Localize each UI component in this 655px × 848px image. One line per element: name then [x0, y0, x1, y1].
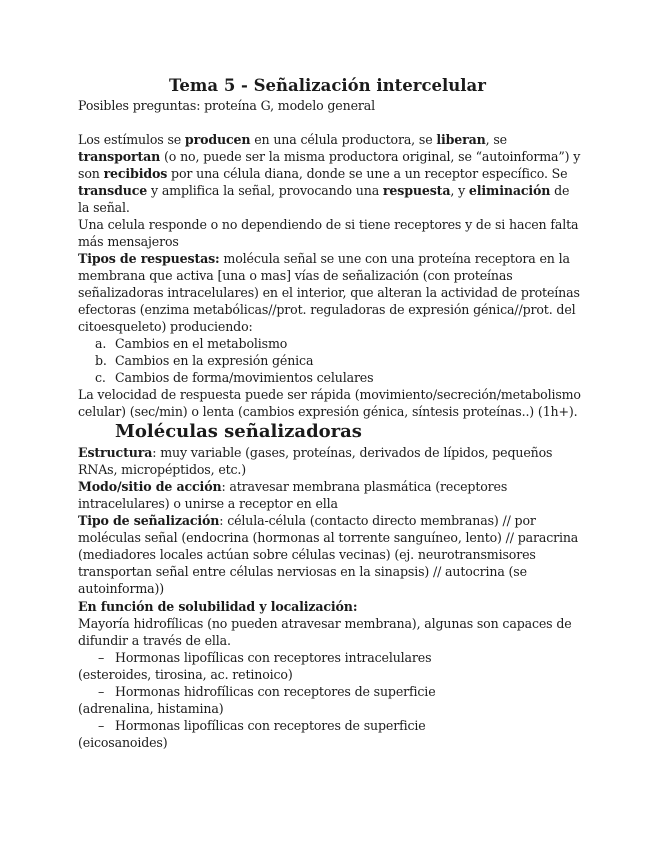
solubility-section	[78, 598, 583, 751]
structure-paragraph	[78, 444, 583, 478]
intro-t7: , y	[450, 183, 469, 198]
intro-t6: y amplifica la señal, provocando una	[147, 183, 383, 198]
list-item-text: Cambios en el metabolismo	[115, 336, 288, 351]
list-marker: b.	[95, 353, 107, 368]
intro-paragraph	[78, 131, 583, 250]
list-item-example: (adrenalina, histamina)	[78, 701, 224, 716]
intro-t4: (o no, puede ser la misma productora original, se “autoinforma”) y son	[78, 149, 581, 181]
intro-b6: respuesta	[382, 183, 451, 198]
type-paragraph	[78, 512, 583, 597]
section-heading-molecules: Moléculas señalizadoras	[115, 421, 362, 442]
dash-marker: –	[98, 684, 105, 699]
subtitle-text: Posibles preguntas: proteína G, modelo general	[78, 98, 375, 113]
solubility-heading-text: En función de solubilidad y localización:	[78, 599, 358, 614]
list-item-text: Cambios en la expresión génica	[115, 353, 314, 368]
intro-text	[78, 131, 583, 216]
list-marker: a.	[95, 336, 107, 351]
responses-label: Tipos de respuestas:	[78, 251, 220, 266]
mode-label: Modo/sitio de acción	[78, 479, 222, 494]
list-item	[78, 352, 583, 369]
list-item	[78, 717, 583, 734]
intro-t3: , se	[485, 132, 507, 147]
structure-label: Estructura	[78, 445, 153, 460]
page-title: Tema 5 - Señalización intercelular	[169, 76, 486, 95]
intro-b7: eliminación	[468, 183, 551, 198]
mode-paragraph	[78, 478, 583, 512]
dash-marker: –	[98, 718, 105, 733]
intro-t5: por una célula diana, donde se une a un receptor específico. Se	[167, 166, 568, 181]
list-item-text: Hormonas hidrofílicas con receptores de superficie	[115, 684, 436, 699]
intro-t1: Los estímulos se	[78, 132, 185, 147]
structure-text: : muy variable (gases, proteínas, derivados de lípidos, pequeños RNAs, micropéptidos, etc.)	[78, 445, 553, 477]
molecules-section	[78, 444, 583, 597]
list-item-text: Hormonas lipofílicas con receptores de superficie	[115, 718, 426, 733]
list-item-example: (eicosanoides)	[78, 735, 168, 750]
list-item	[78, 335, 583, 352]
list-item	[78, 369, 583, 386]
list-item	[78, 649, 583, 666]
type-text: : célula-célula (contacto directo membranas) // por moléculas señal (endocrina (hormonas al torrente sanguíneo, lento) // paracrina (mediadores locales actúan sobre células vecinas) (ej. neurotransmisores transportan señal entre células nerviosas en la sinapsis) // autocrina (se autoinforma))	[78, 513, 579, 596]
velocity-text: La velocidad de respuesta puede ser rápida (movimiento/secreción/metabolismo celular) (sec/min) o lenta (cambios expresión génica, síntesis proteínas..) (1h+).	[78, 387, 581, 419]
subtitle	[78, 97, 583, 114]
type-label: Tipo de señalización	[78, 513, 220, 528]
list-item-example: (esteroides, tirosina, ac. retinoico)	[78, 667, 293, 682]
list-item-text: Cambios de forma/movimientos celulares	[115, 370, 374, 385]
intro-b4: recibidos	[103, 166, 168, 181]
solubility-text: Mayoría hidrofílicas (no pueden atravesar membrana), algunas son capaces de difundir a través de ella.	[78, 616, 572, 648]
responses-list	[78, 335, 583, 386]
dash-marker: –	[98, 650, 105, 665]
responses-section	[78, 250, 583, 420]
responses-text: molécula señal se une con una proteína receptora en la membrana que activa [una o mas] vías de señalización (con proteínas señalizadoras intracelulares) en el interior, que alteran la actividad de proteínas efectoras (enzima metabólicas//prot. reguladoras de expresión génica//prot. del citoesqueleto) produciendo:	[78, 251, 580, 334]
responses-paragraph	[78, 250, 583, 335]
intro-b3: transportan	[78, 149, 161, 164]
list-marker: c.	[95, 370, 106, 385]
intro-b5: transduce	[78, 183, 148, 198]
list-item-text: Hormonas lipofílicas con receptores intracelulares	[115, 650, 432, 665]
intro-b2: liberan	[436, 132, 486, 147]
intro-t2: en una célula productora, se	[250, 132, 437, 147]
list-item	[78, 683, 583, 700]
mode-text: : atravesar membrana plasmática (receptores intracelulares) o unirse a receptor en ella	[78, 479, 508, 511]
solubility-heading	[78, 598, 583, 615]
intro-b1: producen	[184, 132, 251, 147]
intro-t8: de la señal.	[78, 183, 570, 215]
intro-line2: Una celula responde o no dependiendo de si tiene receptores y de si hacen falta más mensajeros	[78, 217, 579, 249]
